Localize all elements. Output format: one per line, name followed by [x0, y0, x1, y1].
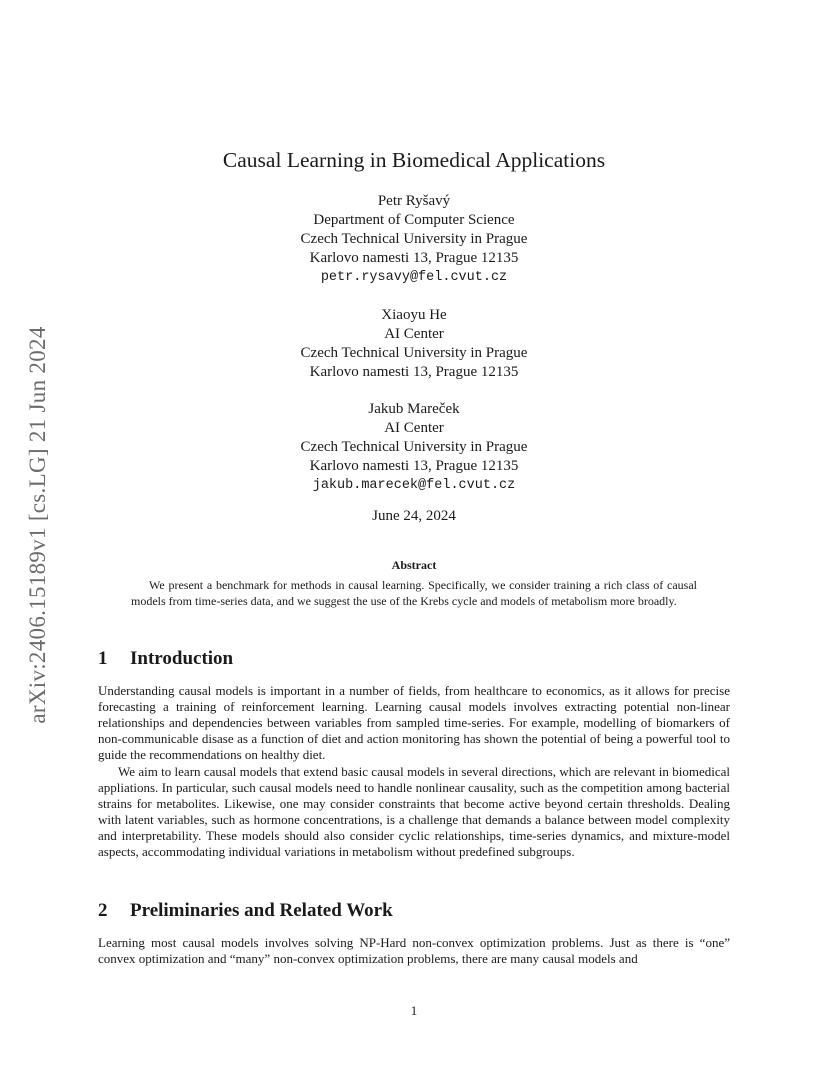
author-name: Jakub Mareček [368, 401, 460, 417]
author-block-2 [0, 306, 828, 382]
author-address: Karlovo namesti 13, Prague 12135 [309, 458, 519, 474]
author-email[interactable]: jakub.marecek@fel.cvut.cz [312, 478, 516, 493]
section-title: Introduction [130, 648, 234, 669]
section-heading-introduction [98, 648, 233, 670]
author-affiliation: AI Center [384, 326, 444, 342]
author-affiliation: Czech Technical University in Prague [300, 345, 528, 361]
author-name: Petr Ryšavý [377, 193, 451, 209]
author-block-1 [0, 192, 828, 287]
author-affiliation: Czech Technical University in Prague [300, 439, 528, 455]
author-affiliation: Czech Technical University in Prague [300, 231, 528, 247]
page-number: 1 [410, 1003, 418, 1018]
intro-paragraph-2: We aim to learn causal models that extend basic causal models in several directions, which are relevant in biomedical appliations. In particular, such causal models need to handle nonlinear causality, such as the competition among bacterial strains for metabolites. Likewise, one may consider constraints that become active beyond certain thresholds. Dealing with latent variables, such as hormone concentrations, is a challenge that demands a balance between model complexity and interpretability. These models should also consider cyclic relationships, time-series dynamics, and mixture-model aspects, accommodating individual variations in metabolism without predefined subgroups. [98, 764, 730, 859]
publication-date: June 24, 2024 [372, 508, 456, 524]
abstract-text: We present a benchmark for methods in causal learning. Specifically, we consider training a rich class of causal models from time-series data, and we suggest the use of the Krebs cycle and models of metabolism more broadly. [131, 578, 697, 608]
author-email[interactable]: petr.rysavy@fel.cvut.cz [320, 270, 508, 285]
abstract-heading: Abstract [391, 558, 437, 572]
section-number: 1 [98, 648, 108, 669]
author-block-3 [0, 400, 828, 495]
arxiv-identifier-stamp: arXiv:2406.15189v1 [cs.LG] 21 Jun 2024 [25, 326, 50, 724]
section-number: 2 [98, 900, 108, 921]
paper-title: Causal Learning in Biomedical Applications [222, 148, 606, 172]
preliminaries-paragraph-1: Learning most causal models involves solving NP-Hard non-convex optimization problems. Just as there is “one” convex optimization and “many” non-convex optimization problems, there are many causal models and [98, 935, 730, 966]
author-name: Xiaoyu He [381, 307, 447, 323]
section-title: Preliminaries and Related Work [130, 900, 393, 921]
author-affiliation: AI Center [384, 420, 444, 436]
intro-paragraph-1: Understanding causal models is important in a number of fields, from healthcare to economics, as it allows for precise forecasting a training of reinforcement learning. Learning causal models involves extracting potential non-linear relationships and dependencies between variables from sampled time-series. For example, modelling of biomarkers of non-communicable disase as a function of diet and action monitoring has shown the potential of being a powerful tool to guide the recommendations on healthy diet. [98, 683, 730, 762]
author-address: Karlovo namesti 13, Prague 12135 [309, 364, 519, 380]
section-heading-preliminaries [98, 900, 393, 922]
author-address: Karlovo namesti 13, Prague 12135 [309, 250, 519, 266]
author-affiliation: Department of Computer Science [313, 212, 515, 228]
